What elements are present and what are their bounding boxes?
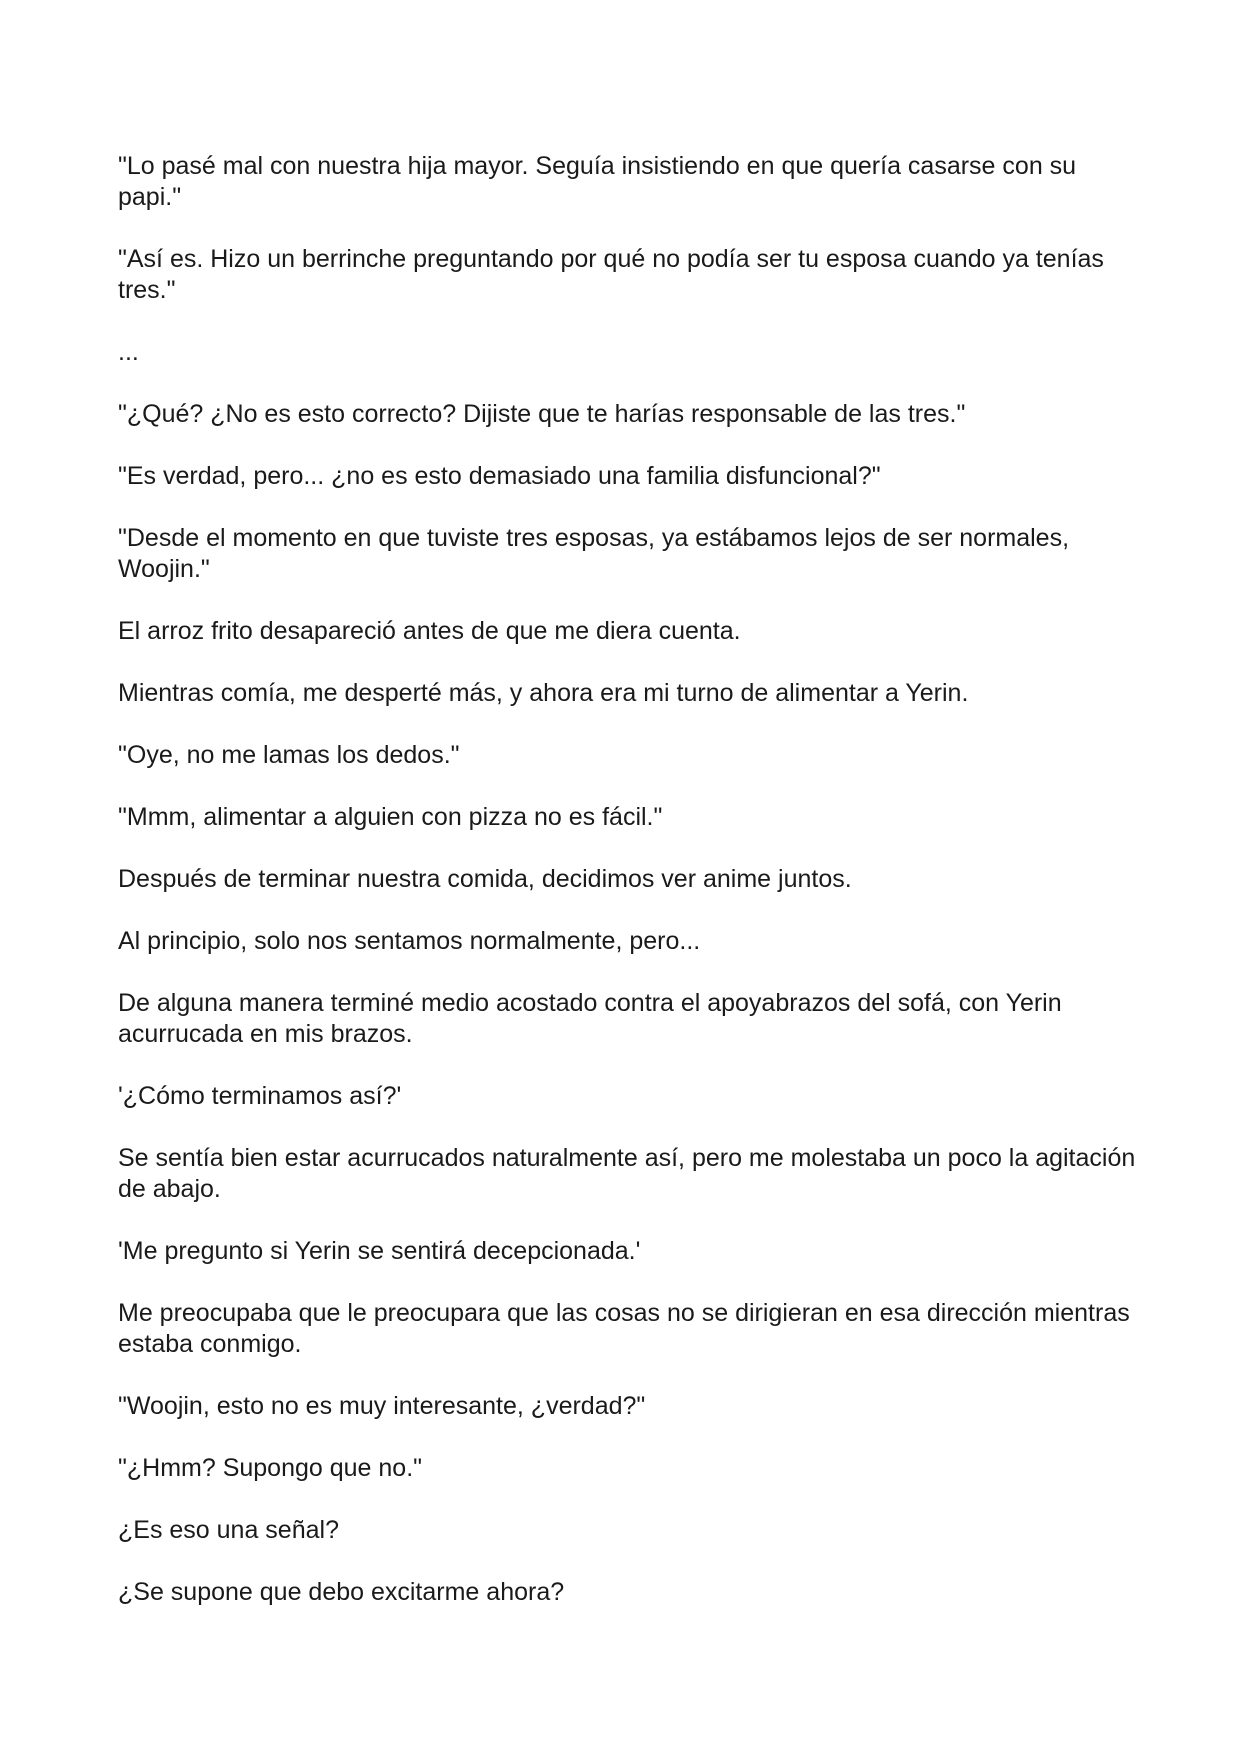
paragraph: Después de terminar nuestra comida, decidimos ver anime juntos. xyxy=(118,865,852,893)
paragraph: "Woojin, esto no es muy interesante, ¿verdad?" xyxy=(118,1392,646,1420)
paragraph: ¿Se supone que debo excitarme ahora? xyxy=(118,1578,565,1606)
paragraph: "¿Hmm? Supongo que no." xyxy=(118,1454,423,1482)
paragraph: "Es verdad, pero... ¿no es esto demasiado una familia disfuncional?" xyxy=(118,462,881,490)
paragraph: Mientras comía, me desperté más, y ahora era mi turno de alimentar a Yerin. xyxy=(118,679,969,707)
paragraph: Se sentía bien estar acurrucados naturalmente así, pero me molestaba un poco la agitación de abajo. xyxy=(118,1144,1136,1203)
paragraph: "Lo pasé mal con nuestra hija mayor. Seguía insistiendo en que quería casarse con su papi." xyxy=(118,152,1077,211)
paragraph: ... xyxy=(118,338,139,366)
paragraph: "¿Qué? ¿No es esto correcto? Dijiste que te harías responsable de las tres." xyxy=(118,400,966,428)
paragraph: "Mmm, alimentar a alguien con pizza no es fácil." xyxy=(118,803,663,831)
paragraph: De alguna manera terminé medio acostado contra el apoyabrazos del sofá, con Yerin acurrucada en mis brazos. xyxy=(118,989,1062,1048)
paragraph: Me preocupaba que le preocupara que las cosas no se dirigieran en esa dirección mientras estaba conmigo. xyxy=(118,1299,1130,1358)
paragraph: "Así es. Hizo un berrinche preguntando por qué no podía ser tu esposa cuando ya tenías tres." xyxy=(118,245,1104,304)
paragraph: '¿Cómo terminamos así?' xyxy=(118,1082,402,1110)
document-body xyxy=(118,151,1138,1639)
paragraph: 'Me pregunto si Yerin se sentirá decepcionada.' xyxy=(118,1237,641,1265)
paragraph: "Oye, no me lamas los dedos." xyxy=(118,741,460,769)
paragraph: El arroz frito desapareció antes de que me diera cuenta. xyxy=(118,617,741,645)
paragraph: Al principio, solo nos sentamos normalmente, pero... xyxy=(118,927,701,955)
paragraph: "Desde el momento en que tuviste tres esposas, ya estábamos lejos de ser normales, Woojin." xyxy=(118,524,1070,583)
paragraph: ¿Es eso una señal? xyxy=(118,1516,339,1544)
